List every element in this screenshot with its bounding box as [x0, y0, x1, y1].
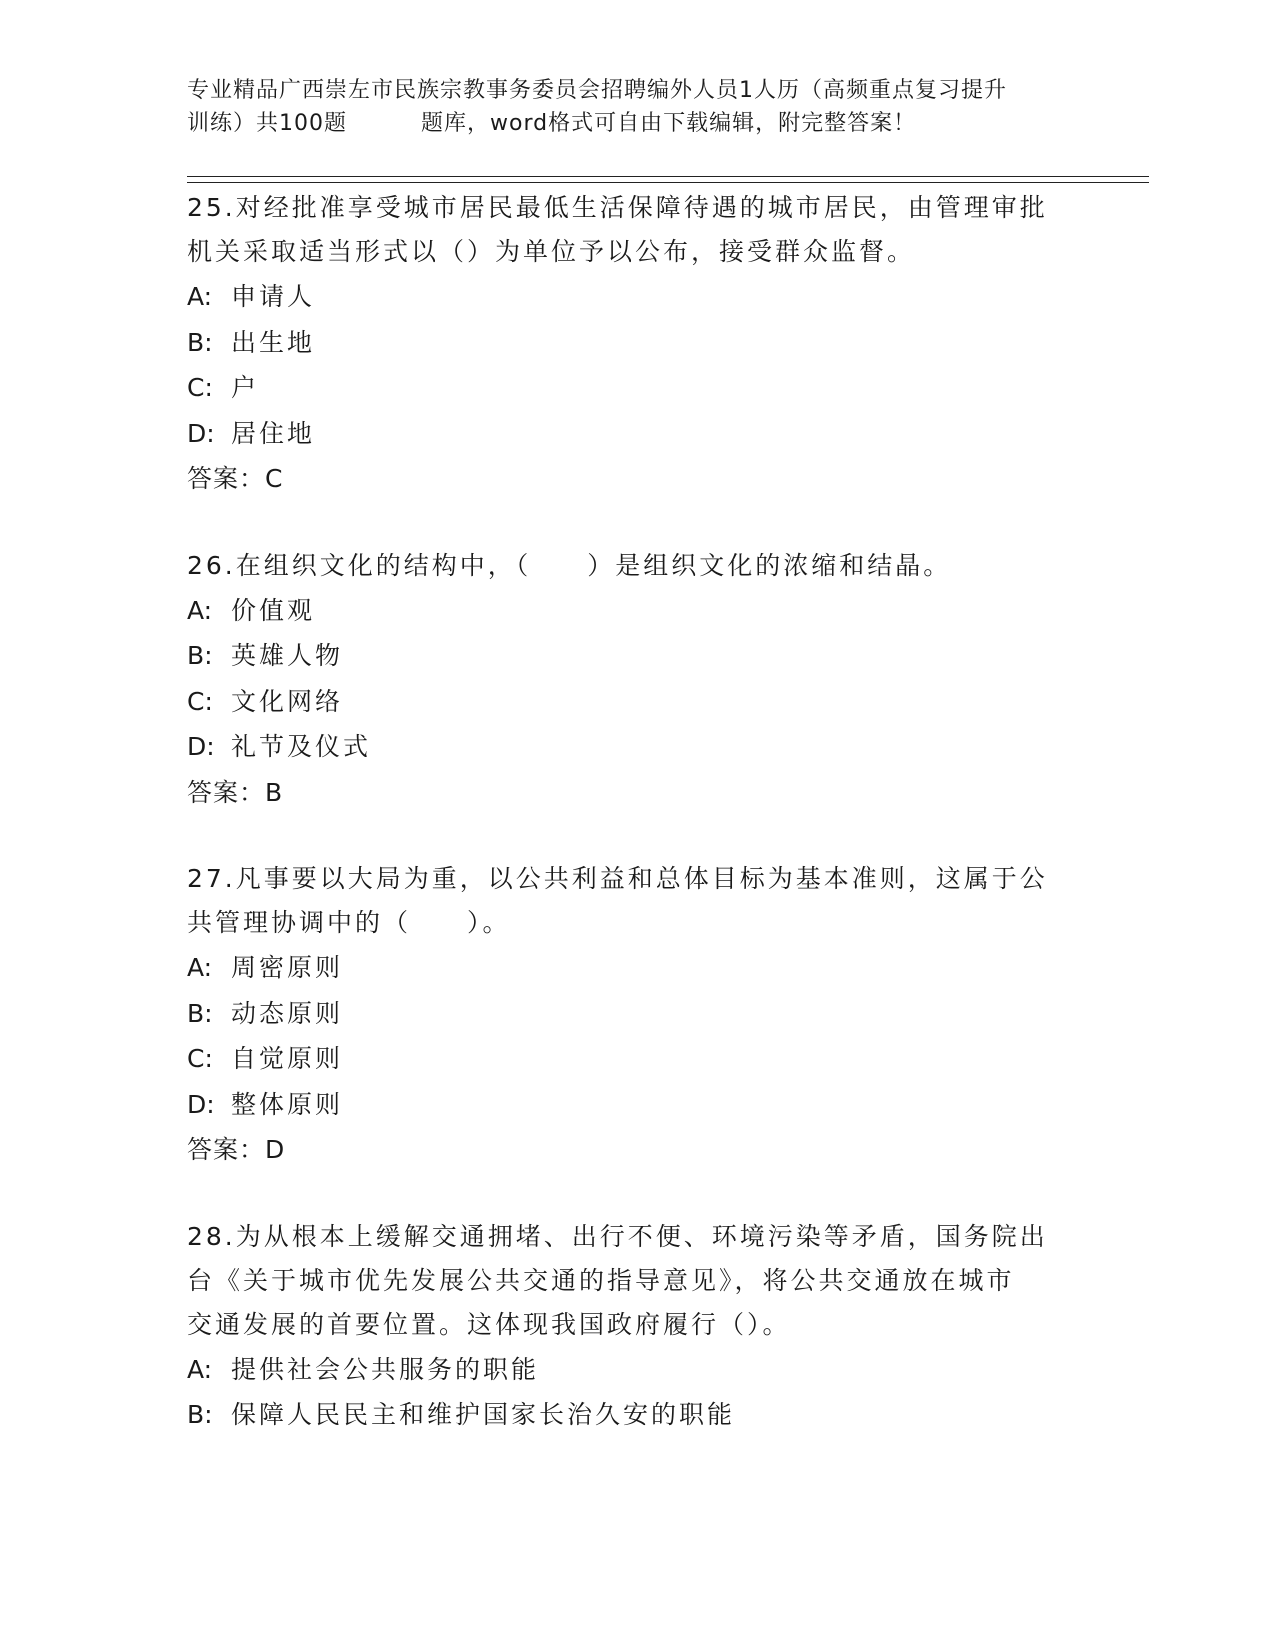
- header-line-2: [187, 107, 1087, 140]
- header-line-2-part-b: 题库，word格式可自由下载编辑，附完整答案！: [421, 111, 917, 136]
- option-b: [187, 320, 1087, 366]
- option-d: [187, 411, 1087, 457]
- question-stem: [187, 857, 1087, 945]
- option-text: 文化网络: [231, 686, 344, 716]
- option-text: 价值观: [231, 595, 316, 625]
- stem-line: 26.在组织文化的结构中，（ ）是组织文化的浓缩和结晶。: [187, 550, 952, 580]
- option-text: 自觉原则: [231, 1044, 344, 1073]
- stem-line: 共管理协调中的（ ）。: [187, 908, 511, 937]
- stem-line: 28.为从根本上缓解交通拥堵、出行不便、环境污染等矛盾，国务院出: [187, 1221, 1048, 1251]
- option-key: C:: [187, 1044, 213, 1073]
- stem-line: 27.凡事要以大局为重，以公共利益和总体目标为基本准则，这属于公: [187, 864, 1048, 893]
- stem-line: 交通发展的首要位置。这体现我国政府履行（）。: [187, 1309, 791, 1339]
- option-a: [187, 588, 1087, 634]
- option-key: B:: [187, 327, 213, 357]
- option-text: 提供社会公共服务的职能: [231, 1354, 540, 1384]
- option-key: B:: [187, 998, 213, 1028]
- option-text: 动态原则: [231, 998, 344, 1028]
- option-text: 礼节及仪式: [231, 732, 372, 761]
- question-26: [187, 544, 1087, 816]
- option-text: 户: [231, 373, 260, 402]
- option-text: 居住地: [231, 418, 316, 448]
- document-header: [187, 74, 1087, 140]
- option-text: 周密原则: [231, 953, 344, 982]
- option-d: [187, 724, 1087, 770]
- stem-line: 台《关于城市优先发展公共交通的指导意见》，将公共交通放在城市: [187, 1265, 1015, 1295]
- option-key: A:: [187, 953, 213, 982]
- option-c: [187, 365, 1087, 411]
- option-c: [187, 679, 1087, 725]
- question-stem: [187, 1215, 1087, 1347]
- question-list: [187, 186, 1087, 1438]
- option-c: [187, 1036, 1087, 1082]
- option-key: A:: [187, 595, 213, 625]
- question-27: [187, 857, 1087, 1173]
- option-a: [187, 274, 1087, 320]
- stem-line: 25.对经批准享受城市居民最低生活保障待遇的城市居民，由管理审批: [187, 193, 1048, 222]
- question-stem: [187, 186, 1087, 274]
- option-a: [187, 945, 1087, 991]
- answer-line: 答案：B: [187, 777, 284, 807]
- option-key: D:: [187, 732, 215, 761]
- answer-line: 答案：C: [187, 464, 284, 493]
- answer-line: 答案：D: [187, 1135, 286, 1164]
- option-d: [187, 1082, 1087, 1128]
- option-b: [187, 1392, 1087, 1438]
- header-line-2-part-a: 训练）共100题: [187, 111, 347, 136]
- header-divider-bottom: [187, 182, 1149, 183]
- option-text: 英雄人物: [231, 641, 344, 670]
- option-text: 保障人民民主和维护国家长治久安的职能: [231, 1400, 736, 1429]
- option-key: A:: [187, 1354, 213, 1384]
- option-key: C:: [187, 686, 213, 716]
- option-key: D:: [187, 1089, 215, 1119]
- option-b: [187, 991, 1087, 1037]
- question-stem: [187, 544, 1087, 588]
- option-text: 出生地: [231, 327, 316, 357]
- option-key: C:: [187, 373, 213, 402]
- question-28: [187, 1215, 1087, 1438]
- option-text: 申请人: [231, 282, 316, 311]
- option-key: A:: [187, 282, 213, 311]
- option-key: D:: [187, 418, 215, 448]
- stem-line: 机关采取适当形式以（）为单位予以公布，接受群众监督。: [187, 237, 916, 266]
- option-a: [187, 1347, 1087, 1393]
- option-text: 整体原则: [231, 1089, 344, 1119]
- option-b: [187, 633, 1087, 679]
- option-key: B:: [187, 1400, 213, 1429]
- question-25: [187, 186, 1087, 502]
- header-line-1: 专业精品广西崇左市民族宗教事务委员会招聘编外人员1人历（高频重点复习提升: [187, 78, 1007, 103]
- header-divider-top: [187, 176, 1149, 177]
- option-key: B:: [187, 641, 213, 670]
